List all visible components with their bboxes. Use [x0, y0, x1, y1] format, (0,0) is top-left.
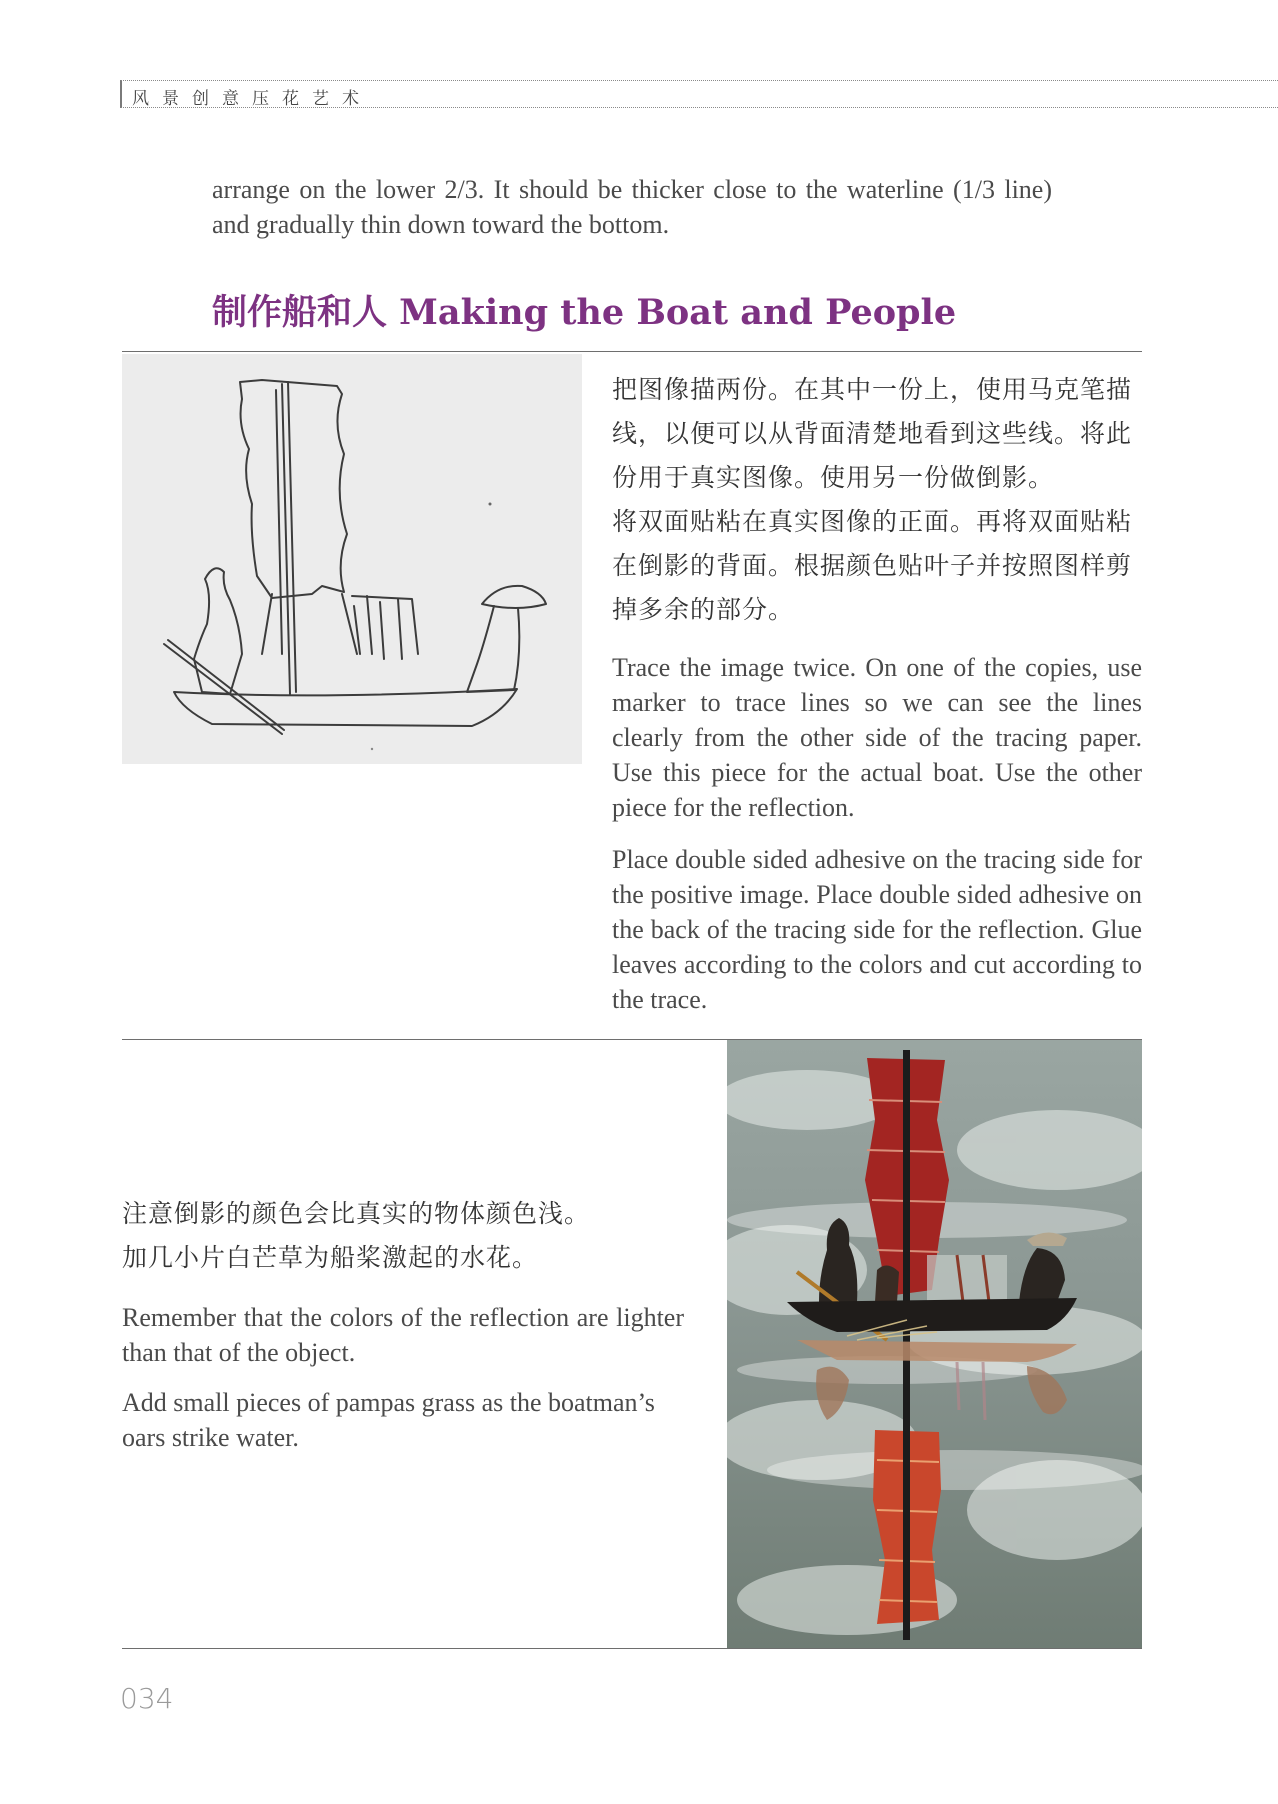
- notes-chinese: [122, 1192, 702, 1280]
- notes-zh-line-1: 注意倒影的颜色会比真实的物体颜色浅。: [122, 1199, 591, 1228]
- boat-artwork-drawing: [727, 1040, 1142, 1648]
- instructions-chinese: [612, 368, 1147, 632]
- page-number: 034: [120, 1682, 174, 1715]
- notes-en-paragraph-2: Add small pieces of pampas grass as the boatman’s oars strike water.: [122, 1388, 655, 1452]
- section-divider-bottom: [122, 1648, 1142, 1649]
- boat-sketch-image: [122, 354, 582, 764]
- boat-sketch-drawing: [122, 354, 582, 764]
- section-divider-top: [122, 351, 1142, 352]
- intro-paragraph: arrange on the lower 2/3. It should be thicker close to the waterline (1/3 line) and gradually thin down toward the bottom.: [212, 175, 1052, 239]
- pressed-flower-boat-artwork: [727, 1040, 1142, 1648]
- instructions-en-paragraph-1: Trace the image twice. On one of the copies, use marker to trace lines so we can see the lines clearly from the other side of the tracing paper. Use this piece for the actual boat. Use the other piece for the reflection.: [612, 653, 1142, 822]
- notes-en-paragraph-1: Remember that the colors of the reflection are lighter than that of the object.: [122, 1303, 684, 1367]
- running-header-title: 风景创意压花艺术: [132, 89, 372, 109]
- instructions-zh-paragraph-2: 将双面贴粘在真实图像的正面。再将双面贴粘在倒影的背面。根据颜色贴叶子并按照图样剪掉多余的部分。: [612, 507, 1133, 624]
- section-title: 制作船和人 Making the Boat and People: [212, 292, 957, 333]
- instructions-zh-paragraph-1: 把图像描两份。在其中一份上，使用马克笔描线，以便可以从背面清楚地看到这些线。将此份用于真实图像。使用另一份做倒影。: [612, 375, 1133, 492]
- instructions-en-paragraph-2: Place double sided adhesive on the tracing side for the positive image. Place double sided adhesive on the back of the tracing side for the reflection. Glue leaves according to the colors and cut according to the trace.: [612, 845, 1142, 1014]
- notes-zh-line-2: 加几小片白芒草为船桨激起的水花。: [122, 1243, 539, 1272]
